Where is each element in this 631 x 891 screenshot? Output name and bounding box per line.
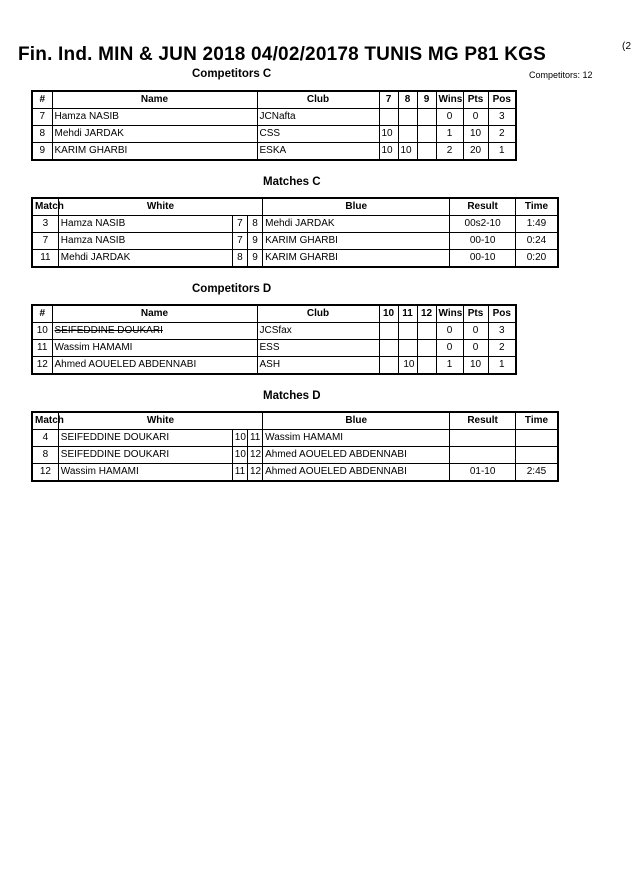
score-cell: 10	[379, 126, 398, 143]
competitor-name: Mehdi JARDAK	[52, 126, 257, 143]
match-result	[450, 447, 516, 464]
table-row	[32, 233, 558, 250]
col-header: 9	[417, 91, 436, 109]
score-cell	[398, 323, 417, 340]
white-number: 10	[232, 447, 247, 464]
white-competitor: Mehdi JARDAK	[58, 250, 232, 268]
wins-cell: 1	[436, 357, 463, 375]
col-header: #	[32, 91, 52, 109]
score-cell	[398, 126, 417, 143]
col-header: 8	[398, 91, 417, 109]
points-cell: 20	[463, 143, 488, 161]
col-header: Pts	[463, 91, 488, 109]
blue-competitor: KARIM GHARBI	[263, 233, 450, 250]
matches-d-table	[31, 411, 559, 482]
competitor-name: Ahmed AOUELED ABDENNABI	[52, 357, 257, 375]
col-header: Match	[32, 198, 58, 216]
score-cell	[417, 340, 436, 357]
white-competitor: Wassim HAMAMI	[58, 464, 232, 482]
competitor-number: 10	[32, 323, 52, 340]
table-row	[32, 216, 558, 233]
matches-c-table	[31, 197, 559, 268]
match-time	[515, 430, 558, 447]
match-time	[515, 447, 558, 464]
match-result: 00-10	[450, 233, 516, 250]
match-number: 4	[32, 430, 58, 447]
white-number: 10	[232, 430, 247, 447]
white-number: 7	[232, 216, 247, 233]
col-header: Result	[450, 412, 516, 430]
white-competitor: Hamza NASIB	[58, 216, 232, 233]
points-cell: 0	[463, 323, 488, 340]
white-number: 11	[232, 464, 247, 482]
wins-cell: 1	[436, 126, 463, 143]
col-header: Name	[52, 305, 257, 323]
score-cell: 10	[398, 357, 417, 375]
table-row	[32, 340, 516, 357]
competitor-club: CSS	[257, 126, 379, 143]
wins-cell: 2	[436, 143, 463, 161]
competitors-c-table	[31, 90, 517, 161]
position-cell: 2	[488, 340, 516, 357]
score-cell	[398, 340, 417, 357]
col-header: White	[58, 412, 262, 430]
col-header: 11	[398, 305, 417, 323]
score-cell	[379, 357, 398, 375]
match-time: 0:24	[515, 233, 558, 250]
col-header: 7	[379, 91, 398, 109]
col-header: Blue	[263, 412, 450, 430]
match-number: 3	[32, 216, 58, 233]
col-header: Blue	[263, 198, 450, 216]
table-header-row	[32, 412, 558, 430]
white-competitor: SEIFEDDINE DOUKARI	[58, 430, 232, 447]
white-competitor: SEIFEDDINE DOUKARI	[58, 447, 232, 464]
match-time: 0:20	[515, 250, 558, 268]
col-header: #	[32, 305, 52, 323]
col-header: White	[58, 198, 262, 216]
competitors-d-table	[31, 304, 517, 375]
wins-cell: 0	[436, 109, 463, 126]
points-cell: 0	[463, 340, 488, 357]
col-header: Wins	[436, 91, 463, 109]
score-cell	[379, 109, 398, 126]
blue-number: 8	[247, 216, 262, 233]
blue-number: 9	[247, 250, 262, 268]
position-cell: 1	[488, 357, 516, 375]
competitor-name: KARIM GHARBI	[52, 143, 257, 161]
points-cell: 10	[463, 357, 488, 375]
competitor-number: 8	[32, 126, 52, 143]
table-row	[32, 447, 558, 464]
match-result: 01-10	[450, 464, 516, 482]
col-header: Match	[32, 412, 58, 430]
score-cell: 10	[379, 143, 398, 161]
blue-number: 12	[247, 464, 262, 482]
table-header-row	[32, 198, 558, 216]
col-header: Pos	[488, 91, 516, 109]
match-number: 7	[32, 233, 58, 250]
match-number: 11	[32, 250, 58, 268]
match-time: 1:49	[515, 216, 558, 233]
competitor-number: 9	[32, 143, 52, 161]
title-suffix: (2	[622, 41, 631, 52]
blue-competitor: Wassim HAMAMI	[263, 430, 450, 447]
blue-number: 11	[247, 430, 262, 447]
score-cell	[398, 109, 417, 126]
col-header: Time	[515, 198, 558, 216]
competitor-club: ESS	[257, 340, 379, 357]
competitors-c-heading: Competitors C	[192, 68, 272, 80]
matches-c-heading: Matches C	[263, 176, 321, 188]
match-result	[450, 430, 516, 447]
blue-number: 9	[247, 233, 262, 250]
matches-d-heading: Matches D	[263, 390, 321, 402]
table-row	[32, 126, 516, 143]
score-cell	[417, 126, 436, 143]
score-cell	[379, 340, 398, 357]
white-number: 8	[232, 250, 247, 268]
score-cell	[417, 109, 436, 126]
wins-cell: 0	[436, 323, 463, 340]
competitor-number: 11	[32, 340, 52, 357]
col-header: Time	[515, 412, 558, 430]
blue-competitor: Ahmed AOUELED ABDENNABI	[263, 447, 450, 464]
score-cell	[379, 323, 398, 340]
table-row	[32, 464, 558, 482]
competitor-club: JCSfax	[257, 323, 379, 340]
table-row	[32, 250, 558, 268]
col-header: Club	[257, 91, 379, 109]
table-row	[32, 109, 516, 126]
white-number: 7	[232, 233, 247, 250]
competitor-name: SEIFEDDINE DOUKARI	[52, 323, 257, 340]
match-result: 00s2-10	[450, 216, 516, 233]
competitor-name: Hamza NASIB	[52, 109, 257, 126]
col-header: Name	[52, 91, 257, 109]
competitors-d-heading: Competitors D	[192, 283, 272, 295]
points-cell: 10	[463, 126, 488, 143]
col-header: Club	[257, 305, 379, 323]
position-cell: 1	[488, 143, 516, 161]
table-row	[32, 143, 516, 161]
blue-number: 12	[247, 447, 262, 464]
score-cell	[417, 323, 436, 340]
table-row	[32, 357, 516, 375]
position-cell: 3	[488, 109, 516, 126]
match-number: 12	[32, 464, 58, 482]
page-title	[18, 41, 631, 66]
col-header: Result	[450, 198, 516, 216]
position-cell: 2	[488, 126, 516, 143]
competitor-number: 7	[32, 109, 52, 126]
col-header: 12	[417, 305, 436, 323]
col-header: Wins	[436, 305, 463, 323]
col-header: 10	[379, 305, 398, 323]
competitor-club: ASH	[257, 357, 379, 375]
competitor-number: 12	[32, 357, 52, 375]
competitors-count: Competitors: 12	[529, 70, 593, 80]
table-row	[32, 323, 516, 340]
blue-competitor: Mehdi JARDAK	[263, 216, 450, 233]
match-time: 2:45	[515, 464, 558, 482]
white-competitor: Hamza NASIB	[58, 233, 232, 250]
match-result: 00-10	[450, 250, 516, 268]
col-header: Pos	[488, 305, 516, 323]
match-number: 8	[32, 447, 58, 464]
competitor-name: Wassim HAMAMI	[52, 340, 257, 357]
wins-cell: 0	[436, 340, 463, 357]
competitor-club: ESKA	[257, 143, 379, 161]
score-cell	[417, 357, 436, 375]
score-cell	[417, 143, 436, 161]
score-cell: 10	[398, 143, 417, 161]
table-header-row	[32, 305, 516, 323]
blue-competitor: KARIM GHARBI	[263, 250, 450, 268]
points-cell: 0	[463, 109, 488, 126]
position-cell: 3	[488, 323, 516, 340]
blue-competitor: Ahmed AOUELED ABDENNABI	[263, 464, 450, 482]
competitor-club: JCNafta	[257, 109, 379, 126]
col-header: Pts	[463, 305, 488, 323]
title-text: Fin. Ind. MIN & JUN 2018 04/02/20178 TUNIS MG P81 KGS	[18, 44, 546, 65]
table-header-row	[32, 91, 516, 109]
table-row	[32, 430, 558, 447]
